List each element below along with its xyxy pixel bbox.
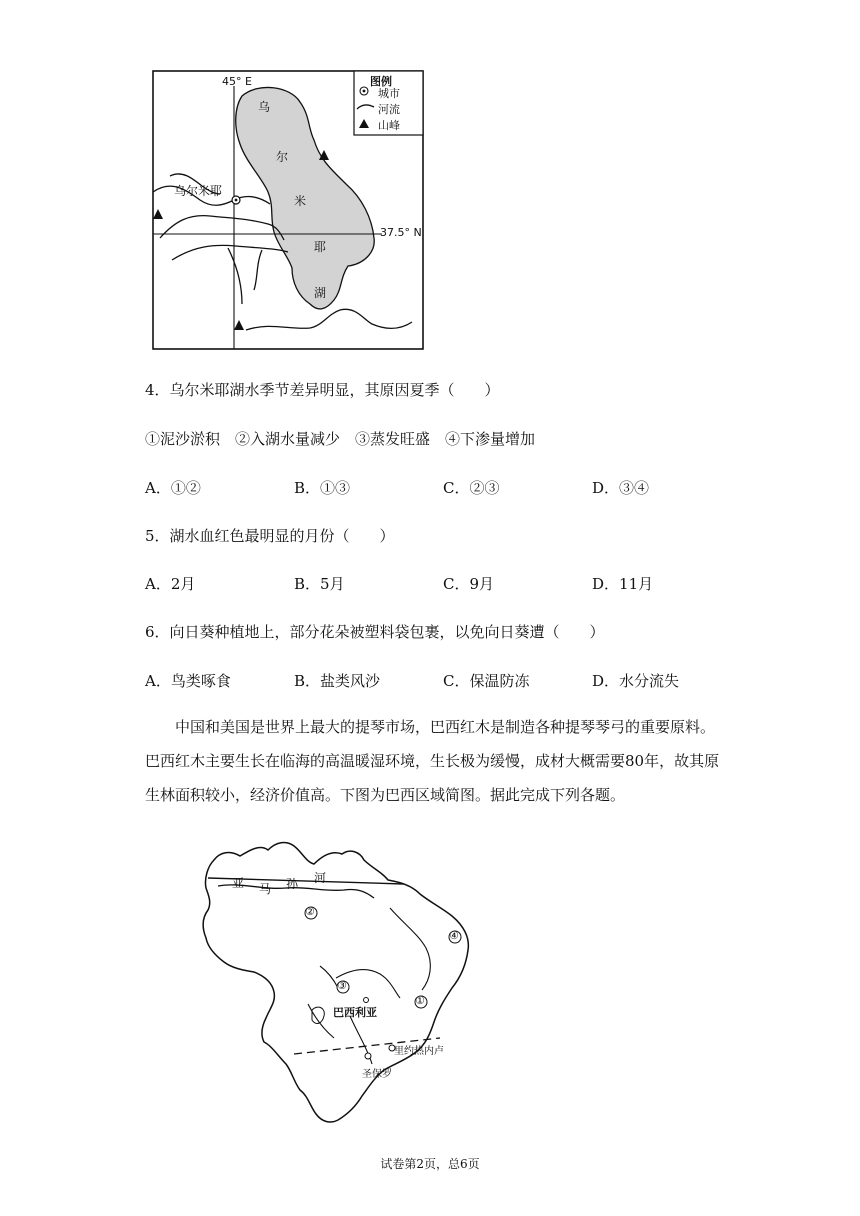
question-4-stem: 4．乌尔米耶湖水季节差异明显，其原因夏季（ ）	[145, 381, 500, 399]
question-6-option-d[interactable]: D．水分流失	[592, 672, 680, 690]
question-4-items: ①泥沙淤积 ②入湖水量减少 ③蒸发旺盛 ④下渗量增加	[145, 430, 536, 448]
peak-icon	[234, 320, 244, 330]
question-6-stem: 6．向日葵种植地上，部分花朵被塑料袋包裹，以免向日葵遭（ ）	[145, 623, 605, 641]
lake-label-char: 湖	[314, 286, 327, 300]
city-label: 乌尔米耶	[174, 184, 223, 198]
question-6-option-c[interactable]: C．保温防冻	[443, 672, 530, 690]
passage-paragraph: 中国和美国是世界上最大的提琴市场，巴西红木是制造各种提琴琴弓的重要原料。巴西红木主要生长在临海的高温暖湿环境，生长极为缓慢，成材大概需要80年，故其原生林面积较小，经济价值高。下图为巴西区域简图。据此完成下列各题。	[145, 718, 720, 804]
legend-city-label: 城市	[378, 87, 400, 100]
question-5-option-a[interactable]: A．2月	[145, 575, 196, 593]
lake-label-char: 乌	[258, 100, 271, 114]
latitude-label: 37.5° N	[380, 226, 422, 239]
question-4-option-c[interactable]: C．②③	[443, 479, 500, 497]
amazon-label-char: 马	[259, 882, 272, 896]
question-5-option-b[interactable]: B．5月	[294, 575, 345, 593]
city-brasilia: 巴西利亚	[333, 1006, 377, 1019]
question-5-stem: 5．湖水血红色最明显的月份（ ）	[145, 527, 395, 545]
legend-title: 图例	[370, 75, 392, 88]
amazon-label-char: 河	[314, 871, 327, 885]
lake-label-char: 尔	[276, 150, 289, 164]
question-6-option-a[interactable]: A．鸟类啄食	[145, 672, 231, 690]
question-4-option-b[interactable]: B．①③	[294, 479, 351, 497]
marker-3: ③	[337, 979, 347, 992]
amazon-label-char: 亚	[232, 876, 245, 890]
marker-4: ④	[449, 929, 459, 942]
question-6-option-b[interactable]: B．盐类风沙	[294, 672, 381, 690]
question-4-option-d[interactable]: D．③④	[592, 479, 650, 497]
lake-label-char: 米	[294, 194, 307, 208]
marker-1: ①	[415, 994, 425, 1007]
question-4-option-a[interactable]: A．①②	[145, 479, 201, 497]
peak-icon	[153, 209, 163, 219]
marker-2: ②	[305, 905, 315, 918]
sao-paulo-dot	[365, 1053, 371, 1059]
page-footer: 试卷第2页，总6页	[380, 1157, 480, 1171]
city-sao-paulo: 圣保罗	[362, 1069, 392, 1080]
longitude-label: 45° E	[222, 75, 252, 88]
amazon-label-char: 孙	[286, 877, 299, 891]
lake-label-char: 耶	[314, 240, 327, 254]
city-rio: 里约热内卢	[394, 1046, 444, 1057]
brasilia-dot	[364, 998, 369, 1003]
legend-river-label: 河流	[378, 103, 400, 116]
question-5-option-d[interactable]: D．11月	[592, 575, 654, 593]
question-5-option-c[interactable]: C．9月	[443, 575, 495, 593]
legend-peak-label: 山峰	[378, 119, 400, 132]
